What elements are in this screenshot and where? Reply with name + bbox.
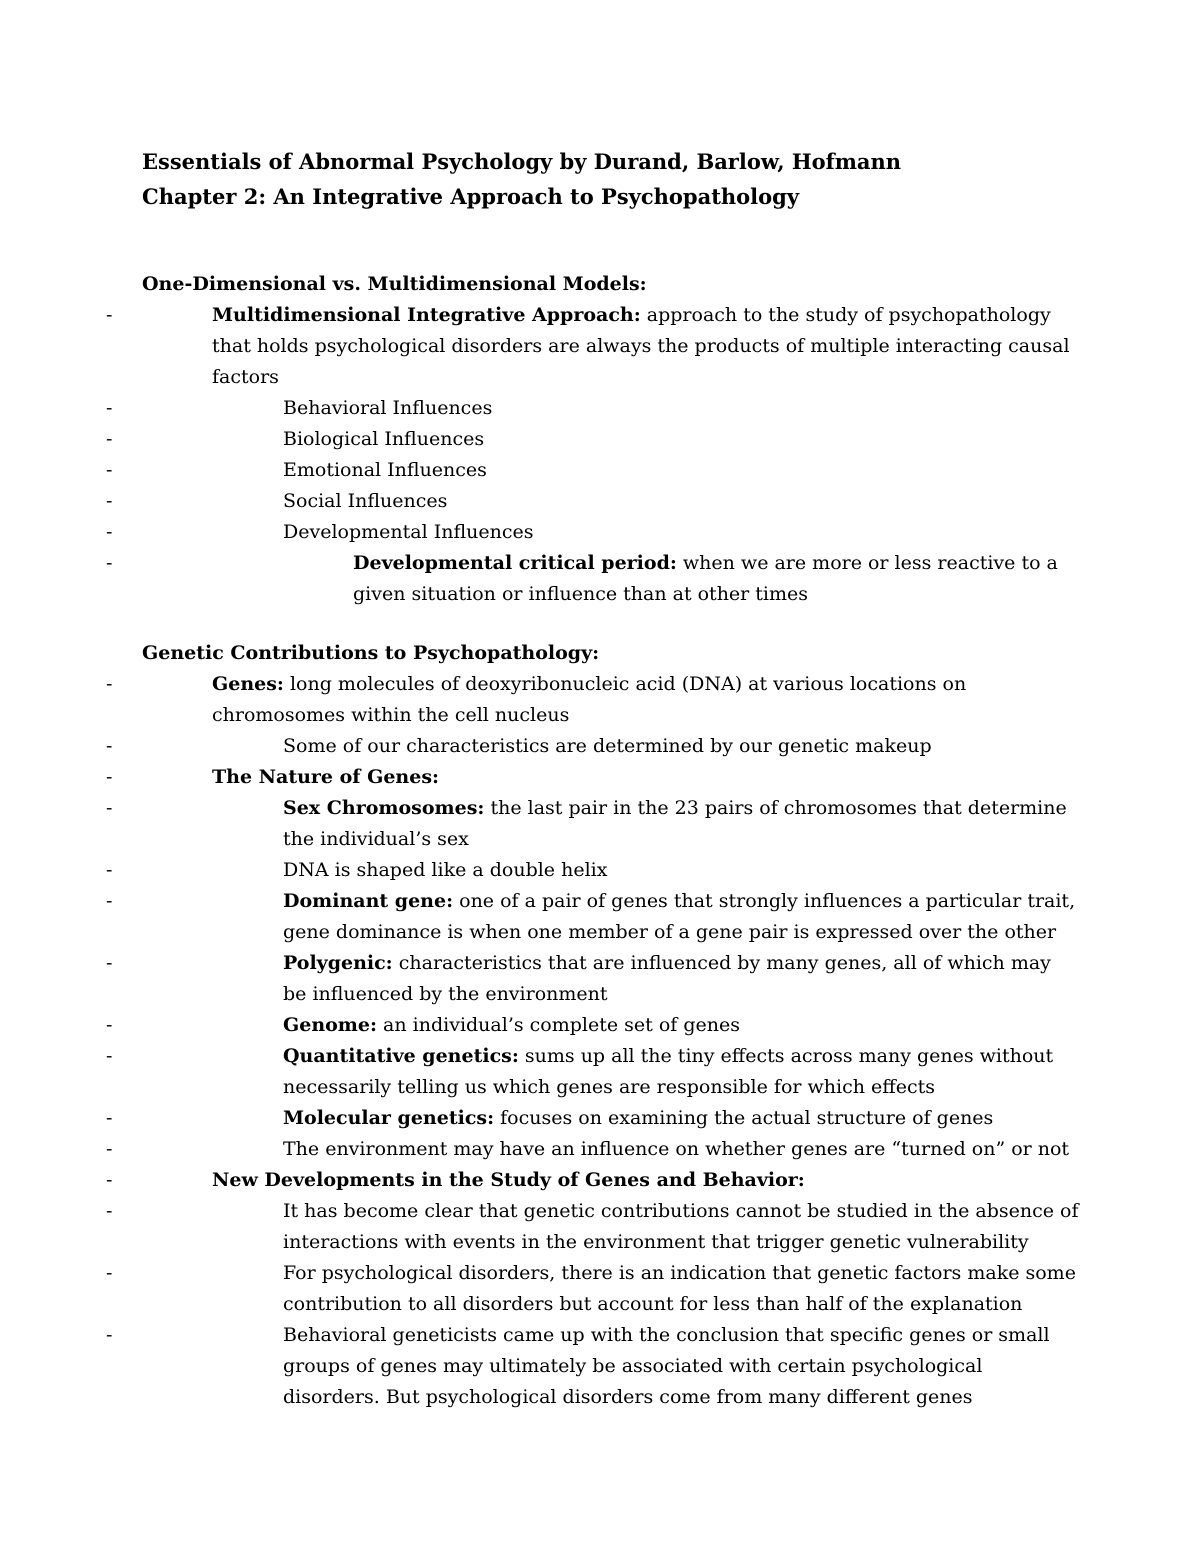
dash-bullet: - — [106, 673, 113, 695]
dash-bullet: - — [106, 490, 113, 512]
item-text: Some of our characteristics are determined by our genetic makeup — [283, 735, 932, 757]
dash-bullet: - — [106, 1324, 113, 1346]
list-item — [106, 548, 1080, 610]
dash-bullet: - — [106, 859, 113, 881]
list-item — [106, 1320, 1080, 1413]
genetics-list — [106, 669, 1080, 1413]
list-item — [106, 393, 1080, 424]
subheading-new-developments: New Developments in the Study of Genes and Behavior: — [212, 1169, 805, 1191]
list-item — [106, 948, 1080, 1010]
list-item — [106, 424, 1080, 455]
list-item — [106, 1134, 1080, 1165]
dash-bullet: - — [106, 428, 113, 450]
dash-bullet: - — [106, 1200, 113, 1222]
influence-text: Social Influences — [283, 490, 448, 512]
term-label: Dominant gene: — [283, 890, 454, 912]
list-item — [106, 455, 1080, 486]
models-list — [106, 300, 1080, 610]
term-label: Molecular genetics: — [283, 1107, 495, 1129]
term-label: Multidimensional Integrative Approach: — [212, 304, 641, 326]
term-label: Sex Chromosomes: — [283, 797, 485, 819]
item-text: It has become clear that genetic contributions cannot be studied in the absence of interactions with events in the environment that trigger genetic vulnerability — [283, 1200, 1079, 1253]
list-item — [106, 1010, 1080, 1041]
dash-bullet: - — [106, 397, 113, 419]
item-text: The environment may have an influence on whether genes are “turned on” or not — [283, 1138, 1070, 1160]
term-label: Developmental critical period: — [353, 552, 677, 574]
influence-text: Biological Influences — [283, 428, 485, 450]
term-label: Genome: — [283, 1014, 378, 1036]
term-definition: characteristics that are influenced by many genes, all of which may be influenced by the environment — [283, 952, 1051, 1005]
list-item — [106, 886, 1080, 948]
list-item — [106, 762, 1080, 793]
term-definition: when we are more or less reactive to a given situation or influence than at other times — [353, 552, 1058, 605]
term-label: Polygenic: — [283, 952, 393, 974]
dash-bullet: - — [106, 1107, 113, 1129]
dash-bullet: - — [106, 521, 113, 543]
influence-text: Developmental Influences — [283, 521, 534, 543]
list-item — [106, 669, 1080, 731]
item-text: For psychological disorders, there is an indication that genetic factors make some contribution to all disorders but account for less than half of the explanation — [283, 1262, 1076, 1315]
item-text: Behavioral geneticists came up with the conclusion that specific genes or small groups of genes may ultimately be associated with certain psychological disorders. But psychological disorders come from many different genes — [283, 1324, 1050, 1408]
list-item — [106, 793, 1080, 855]
dash-bullet: - — [106, 1014, 113, 1036]
subheading-nature-of-genes: The Nature of Genes: — [212, 766, 440, 788]
list-item — [106, 855, 1080, 886]
influence-text: Emotional Influences — [283, 459, 487, 481]
list-item — [106, 1196, 1080, 1258]
influence-text: Behavioral Influences — [283, 397, 493, 419]
term-definition: an individual’s complete set of genes — [377, 1014, 740, 1036]
chapter-title: Chapter 2: An Integrative Approach to Psychopathology — [142, 184, 800, 209]
list-item — [106, 731, 1080, 762]
term-definition: approach to the study of psychopathology that holds psychological disorders are always the products of multiple interacting causal factors — [212, 304, 1070, 388]
term-definition: focuses on examining the actual structure of genes — [494, 1107, 994, 1129]
document-title: Essentials of Abnormal Psychology by Durand, Barlow, Hofmann — [142, 149, 902, 174]
list-item — [106, 486, 1080, 517]
term-definition: one of a pair of genes that strongly influences a particular trait, gene dominance is when one member of a gene pair is expressed over the other — [283, 890, 1076, 943]
term-label: Genes: — [212, 673, 284, 695]
list-item — [106, 1258, 1080, 1320]
section-heading-genetics: Genetic Contributions to Psychopathology: — [142, 642, 600, 664]
dash-bullet: - — [106, 1045, 113, 1067]
dash-bullet: - — [106, 552, 113, 574]
list-item — [106, 1041, 1080, 1103]
dash-bullet: - — [106, 459, 113, 481]
dash-bullet: - — [106, 304, 113, 326]
list-item — [106, 300, 1080, 393]
term-definition: sums up all the tiny effects across many genes without necessarily telling us which genes are responsible for which effects — [283, 1045, 1054, 1098]
list-item — [106, 1165, 1080, 1196]
dash-bullet: - — [106, 766, 113, 788]
dash-bullet: - — [106, 797, 113, 819]
dash-bullet: - — [106, 1262, 113, 1284]
list-item — [106, 517, 1080, 548]
section-heading-models: One-Dimensional vs. Multidimensional Models: — [142, 273, 647, 295]
dash-bullet: - — [106, 1169, 113, 1191]
term-definition: long molecules of deoxyribonucleic acid (DNA) at various locations on chromosomes within the cell nucleus — [212, 673, 967, 726]
dash-bullet: - — [106, 890, 113, 912]
list-item — [106, 1103, 1080, 1134]
dash-bullet: - — [106, 1138, 113, 1160]
item-text: DNA is shaped like a double helix — [283, 859, 608, 881]
dash-bullet: - — [106, 735, 113, 757]
dash-bullet: - — [106, 952, 113, 974]
term-label: Quantitative genetics: — [283, 1045, 519, 1067]
term-definition: the last pair in the 23 pairs of chromosomes that determine the individual’s sex — [283, 797, 1067, 850]
